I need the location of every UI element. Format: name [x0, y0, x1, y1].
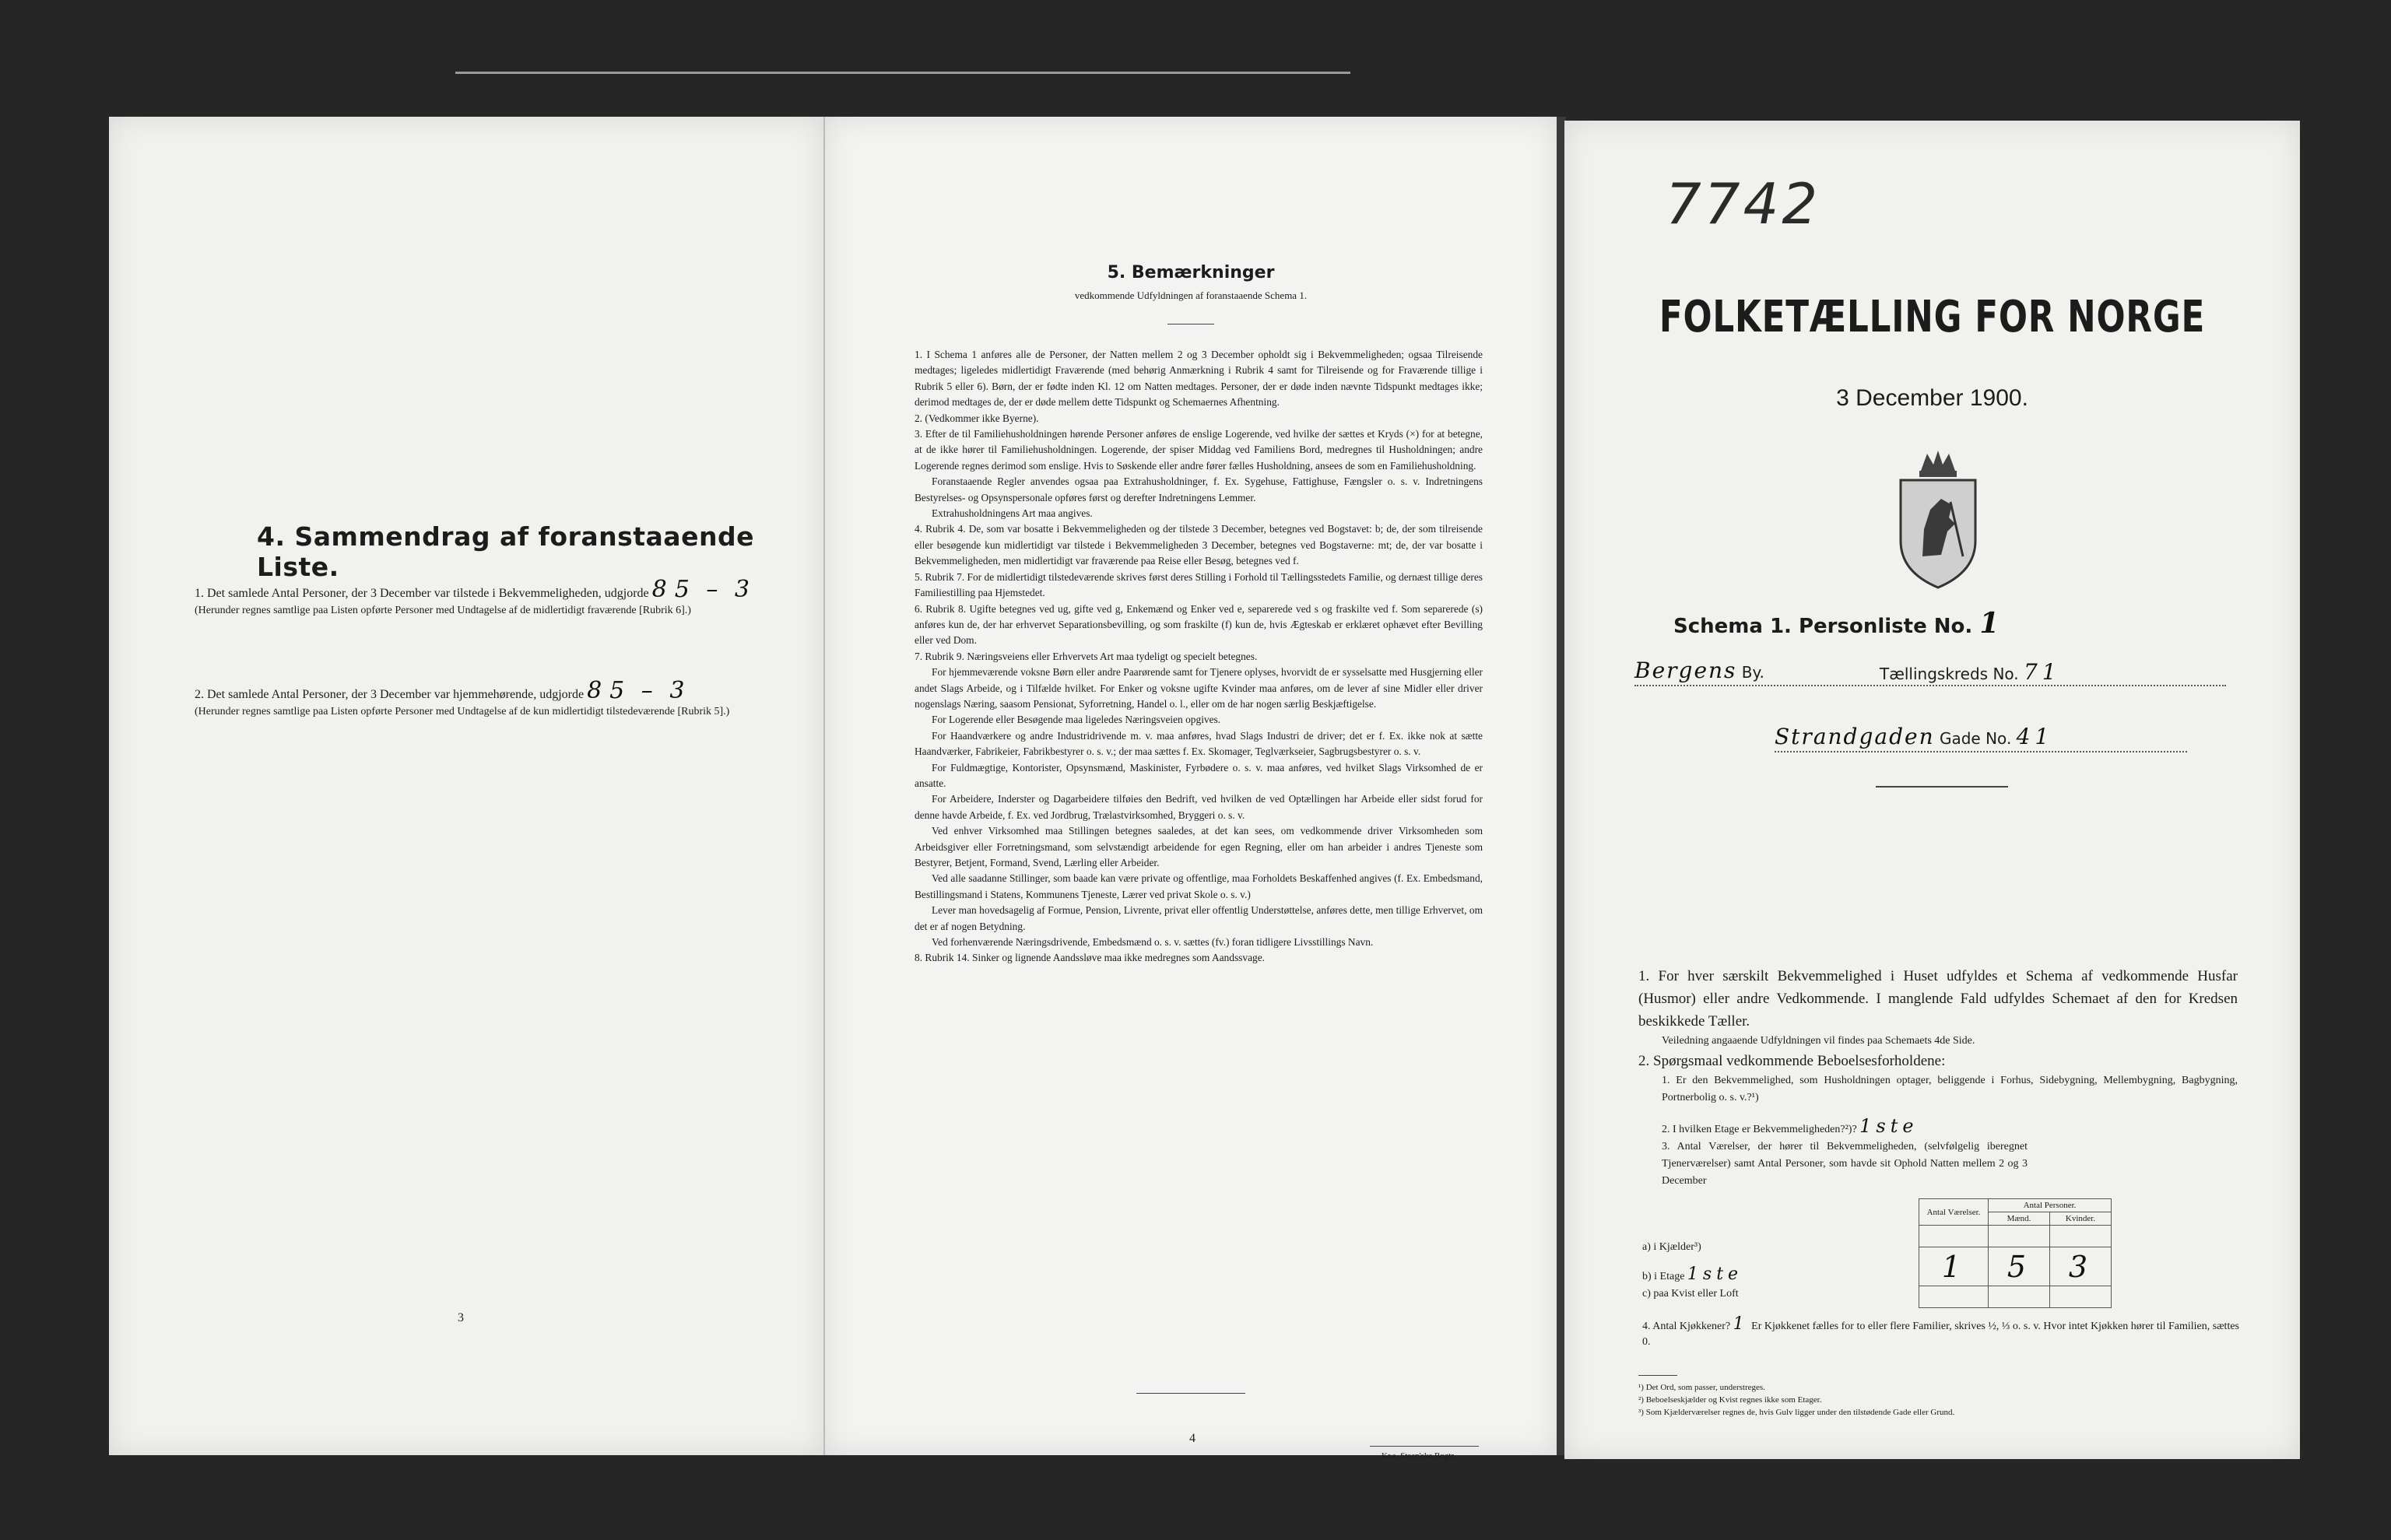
summary-item-1-note: (Herunder regnes samtlige paa Listen opførte Personer med Undtagelse af de midlertidigt fraværende [Rubrik 6].) — [195, 605, 691, 616]
row-cellar: a) i Kjælder³) — [1642, 1241, 1701, 1253]
summary-item-1-split: 5 – 3 — [674, 576, 754, 603]
remark-paragraph: For Logerende eller Besøgende maa ligeledes Næringsveien opgives. — [932, 714, 1221, 726]
remark-paragraph: 5. Rubrik 7. For de midlertidigt tilstedeværende skrives først deres Stilling i Forhold til Tællingsstedets Familie, og dernæst tillige deres Familiestilling paa Hjemstedet. — [915, 570, 1483, 599]
schema-line — [1673, 607, 2003, 640]
question-2 — [1638, 1117, 2238, 1138]
footnotes — [1638, 1381, 2245, 1419]
street-value: Strandgaden — [1775, 724, 1935, 749]
instruction-2: 2. Spørgsmaal vedkommende Beboelsesforholdene: — [1638, 1053, 1946, 1069]
street-line — [1775, 724, 2053, 749]
instruction-1: 1. For hver særskilt Bekvemmelighed i Huset udfyldes et Schema af vedkommende Husfar (Husmor) eller andre Vedkommende. I manglende Fald udfyldes Schemaet af den for Kredsen beskikkede Tæller. — [1638, 968, 2238, 1030]
row-floor-value: 1ste — [1687, 1265, 1743, 1284]
remark-paragraph: Foranstaaende Regler anvendes ogsaa paa Extrahusholdninger, f. Ex. Sygehuse, Fattighuse, Fængsler o. s. v. Indretningens Bestyrelses- og Opsynspersonale opføres først og derefter Indretningens Lemmer. — [915, 475, 1483, 503]
middle-page — [825, 117, 1557, 1461]
instructions — [1638, 965, 2238, 1190]
remark-paragraph: 4. Rubrik 4. De, som var bosatte i Bekvemmeligheden og der tilstede 3 December, betegnes ved Bogstavet: b; de, der som tilreisende eller besøgende kun midlertidigt var tilstede i Bekvemmeligheden 3 December, betegnes ved Bogstaverne: mt; de, der var bosatte i Bekvemmeligheden, men midlertidigt var fraværende paa Reise eller Besøg, betegnes ved f. — [915, 523, 1483, 567]
remark-paragraph: Ved alle saadanne Stillinger, som baade kan være private og offentlige, maa Forholdets Beskaffenhed angives (f. Ex. Embedsmand, Bestillingsmand i Statens, Kommunens Tjeneste, Lærer ved privat Skole o. s. v.) — [915, 872, 1483, 900]
remark-paragraph: 1. I Schema 1 anføres alle de Personer, der Natten mellem 2 og 3 December opholdt sig i Bekvemmeligheden; ogsaa Tilreisende medtages; ligeledes midlertidigt Fraværende (med behørig Anmærkning i Rubrik 4 samt for Tilreisende og for Fraværende tillige i Rubrik 5 eller 6). Børn, der er fødte inden Kl. 12 om Natten medtages. Personer, der er døde inden nævnte Tidspunkt medtages ikke; derimod medtages de, der er døde mellem dette Tidspunkt og Schemaernes Afhentning. — [915, 349, 1483, 409]
question-2-value: 1ste — [1859, 1115, 1919, 1137]
question-1: 1. Er den Bekvemmelighed, som Husholdningen optager, beliggende i Forhus, Sidebygning, Mellembygning, Bagbygning, Portnerbolig o. s. v.?¹) — [1662, 1075, 2238, 1103]
remarks-title: 5. Bemærkninger — [1107, 263, 1275, 282]
street-dotted-line — [1775, 751, 2187, 752]
top-rule — [455, 72, 1350, 74]
header-rule — [1876, 786, 2008, 788]
men-value: 5 — [1989, 1247, 2050, 1286]
page-number-left: 3 — [458, 1311, 464, 1324]
summary-item-1-total: 8 — [651, 576, 672, 603]
census-title: FOLKETÆLLING FOR NORGE — [1659, 292, 2206, 342]
remark-paragraph: 7. Rubrik 9. Næringsveiens eller Erhvervets Art maa tydeligt og specielt betegnes. — [915, 650, 1258, 662]
remarks-end-rule — [1136, 1393, 1245, 1394]
footnote-3: ³) Som Kjælderværelser regnes de, hvis Gulv ligger under den tilstødende Gade eller Grund. — [1638, 1408, 1955, 1417]
street-number: 41 — [2016, 724, 2054, 749]
remark-paragraph: 3. Efter de til Familiehusholdningen hørende Personer anføres de enslige Logerende, ved hvilke der sættes et Kryds (×) for at betegne, at de ikke hører til Familiehusholdningen. Logerende, der spiser Middag ved Familiens Bord, medregnes til Husholdningen; andre Logerende regnes derimod som enslige. Hvis to Søskende eller andre fører fælles Husholdning, ansees de som en Familiehusholdning. — [915, 428, 1483, 472]
printer-rule — [1370, 1446, 1479, 1447]
street-label: Gade No. — [1939, 729, 2012, 748]
left-page — [109, 117, 825, 1455]
rooms-value: 1 — [1919, 1247, 1989, 1286]
question-4-label: 4. Antal Kjøkkener? — [1642, 1321, 1731, 1332]
men-header: Mænd. — [1989, 1212, 2050, 1226]
persons-header: Antal Personer. — [1989, 1199, 2112, 1212]
footnote-rule — [1638, 1375, 1677, 1376]
summary-item-2-total: 8 — [587, 677, 607, 704]
page-number-middle: 4 — [1189, 1432, 1196, 1445]
question-3: 3. Antal Værelser, der hører til Bekvemmeligheden, (selvfølgelig iberegnet Tjenerværelser) samt Antal Personer, som havde sit Ophold Natten mellem 2 og 3 December — [1662, 1141, 2028, 1187]
census-date: 3 December 1900. — [1836, 385, 2028, 411]
footnote-2: ²) Beboelseskjælder og Kvist regnes ikke som Etager. — [1638, 1395, 1822, 1405]
district-value: 71 — [2024, 659, 2061, 685]
district-line — [1880, 659, 2061, 685]
schema-value: 1 — [1979, 607, 2004, 640]
summary-item-2-note: (Herunder regnes samtlige paa Listen opførte Personer med Undtagelse af de kun midlertidigt tilstedeværende [Rubrik 5].) — [195, 706, 730, 717]
remark-paragraph: For Fuldmægtige, Kontorister, Opsynsmænd, Maskinister, Fyrbødere o. s. v. maa anføres, ved hvilket Slags Virksomhed de er ansatte. — [915, 761, 1483, 789]
remark-paragraph: 2. (Vedkommer ikke Byerne). — [915, 412, 1039, 424]
remark-paragraph: 8. Rubrik 14. Sinker og lignende Aandssløve maa ikke medregnes som Aandssvage. — [915, 952, 1265, 964]
remark-paragraph: For hjemmeværende voksne Børn eller andre Paarørende samt for Tjenere oplyses, hvorvidt de er sysselsatte med Husgjerning eller andet Slags Arbeide, og i Tilfælde hvilket. For Enker og voksne ugifte Kvinder maa anføres, om de lever af sine Midler eller driver nogenslags Næring, saasom Pensionat, Syforretning, Handel o. l., eller om de har nogen særlig Beskjæftigelse. — [915, 666, 1483, 710]
question-4 — [1642, 1314, 2242, 1350]
question-4-rest: Er Kjøkkenet fælles for to eller flere Familier, skrives ½, ⅓ o. s. v. Hvor intet Kjøkken hører til Familien, sættes 0. — [1642, 1321, 2239, 1348]
remarks-subtitle: vedkommende Udfyldningen af foranstaaende Schema 1. — [1074, 289, 1308, 301]
district-label: Tællingskreds No. — [1880, 665, 2019, 683]
city-label: By. — [1741, 663, 1764, 682]
remark-paragraph: For Haandværkere og andre Industridrivende m. v. maa anføres, hvad Slags Industri de driver; det er f. Ex. ikke nok at sætte Haandværker, Fabrikeier, Fabrikbestyrer o. s. v.; der maa sættes f. Ex. Skomager, Teglværkseier, Sagbrugsbestyrer o. s. v. — [915, 729, 1483, 758]
archive-number: 7742 — [1666, 171, 1821, 237]
summary-title: 4. Sammendrag af foranstaaende Liste. — [257, 521, 754, 582]
rooms-header: Antal Værelser. — [1919, 1199, 1989, 1226]
remark-paragraph: Lever man hovedsagelig af Formue, Pension, Livrente, privat eller offentlig Understøttelse, anføres dette, men tillige Erhvervet, om det er af nogen Betydning. — [915, 904, 1483, 932]
summary-item-2-split: 5 – 3 — [609, 677, 690, 704]
summary-item-1 — [195, 576, 771, 619]
remark-paragraph: Ved forhenværende Næringsdrivende, Embedsmænd o. s. v. sættes (fv.) foran tidligere Livsstillings Navn. — [932, 936, 1374, 949]
question-2-text: 2. I hvilken Etage er Bekvemmeligheden?²)? — [1662, 1124, 1857, 1135]
instruction-1-note: Veiledning angaaende Udfyldningen vil findes paa Schemaets 4de Side. — [1662, 1035, 1975, 1047]
city-value: Bergens — [1634, 658, 1737, 683]
city-dotted-line — [1634, 685, 2226, 686]
schema-label: Schema 1. Personliste No. — [1673, 615, 1973, 638]
summary-item-1-text: 1. Det samlede Antal Personer, der 3 December var tilstede i Bekvemmeligheden, udgjorde — [195, 587, 649, 600]
city-line — [1634, 658, 1764, 683]
row-floor — [1642, 1265, 1743, 1284]
women-header: Kvinder. — [2050, 1212, 2112, 1226]
row-floor-label: b) i Etage — [1642, 1271, 1685, 1282]
summary-item-2 — [195, 677, 771, 720]
remark-paragraph: Extrahusholdningens Art maa angives. — [932, 507, 1093, 520]
remark-paragraph: Ved enhver Virksomhed maa Stillingen betegnes saaledes, at det kan sees, om vedkommende driver Virksomheden som Arbeidsgiver eller Forretningsmand, som selvstændigt arbeidende for egen Regning, eller om han arbeider i andres Tjeneste som Bestyrer, Betjent, Formand, Svend, Lærling eller Arbeider. — [915, 825, 1483, 868]
remarks-body — [915, 347, 1483, 966]
row-attic: c) paa Kvist eller Loft — [1642, 1288, 1739, 1300]
women-value: 3 — [2050, 1247, 2112, 1286]
summary-item-2-text: 2. Det samlede Antal Personer, der 3 December var hjemmehørende, udgjorde — [195, 688, 585, 701]
rooms-table — [1919, 1198, 2112, 1308]
remark-paragraph: For Arbeidere, Inderster og Dagarbeidere tilføies den Bedrift, ved hvilken de ved Optællingen har Arbeide eller sidst forud for denne havde Arbeide, f. Ex. ved Jordbrug, Trælastvirksomhed, Bryggeri o. s. v. — [915, 793, 1483, 821]
right-page — [1564, 121, 2300, 1459]
norway-coat-of-arms-icon — [1884, 447, 1992, 591]
question-4-value: 1 — [1733, 1314, 1749, 1334]
remark-paragraph: 6. Rubrik 8. Ugifte betegnes ved ug, gifte ved g, Enkemænd og Enker ved e, separerede ved s og fraskilte ved f. Som separerede (s) anføres kun de, der har erhvervet Separationsbevilling, og som fraskilte (f) kun de, hvis Ægteskab er erklæret ophævet efter Bevilling eller ved Dom. — [915, 602, 1483, 647]
footnote-1: ¹) Det Ord, som passer, understreges. — [1638, 1383, 1765, 1392]
printer-stamp: Kr.a. Steen'ske Bogtr. — [1382, 1451, 1456, 1461]
